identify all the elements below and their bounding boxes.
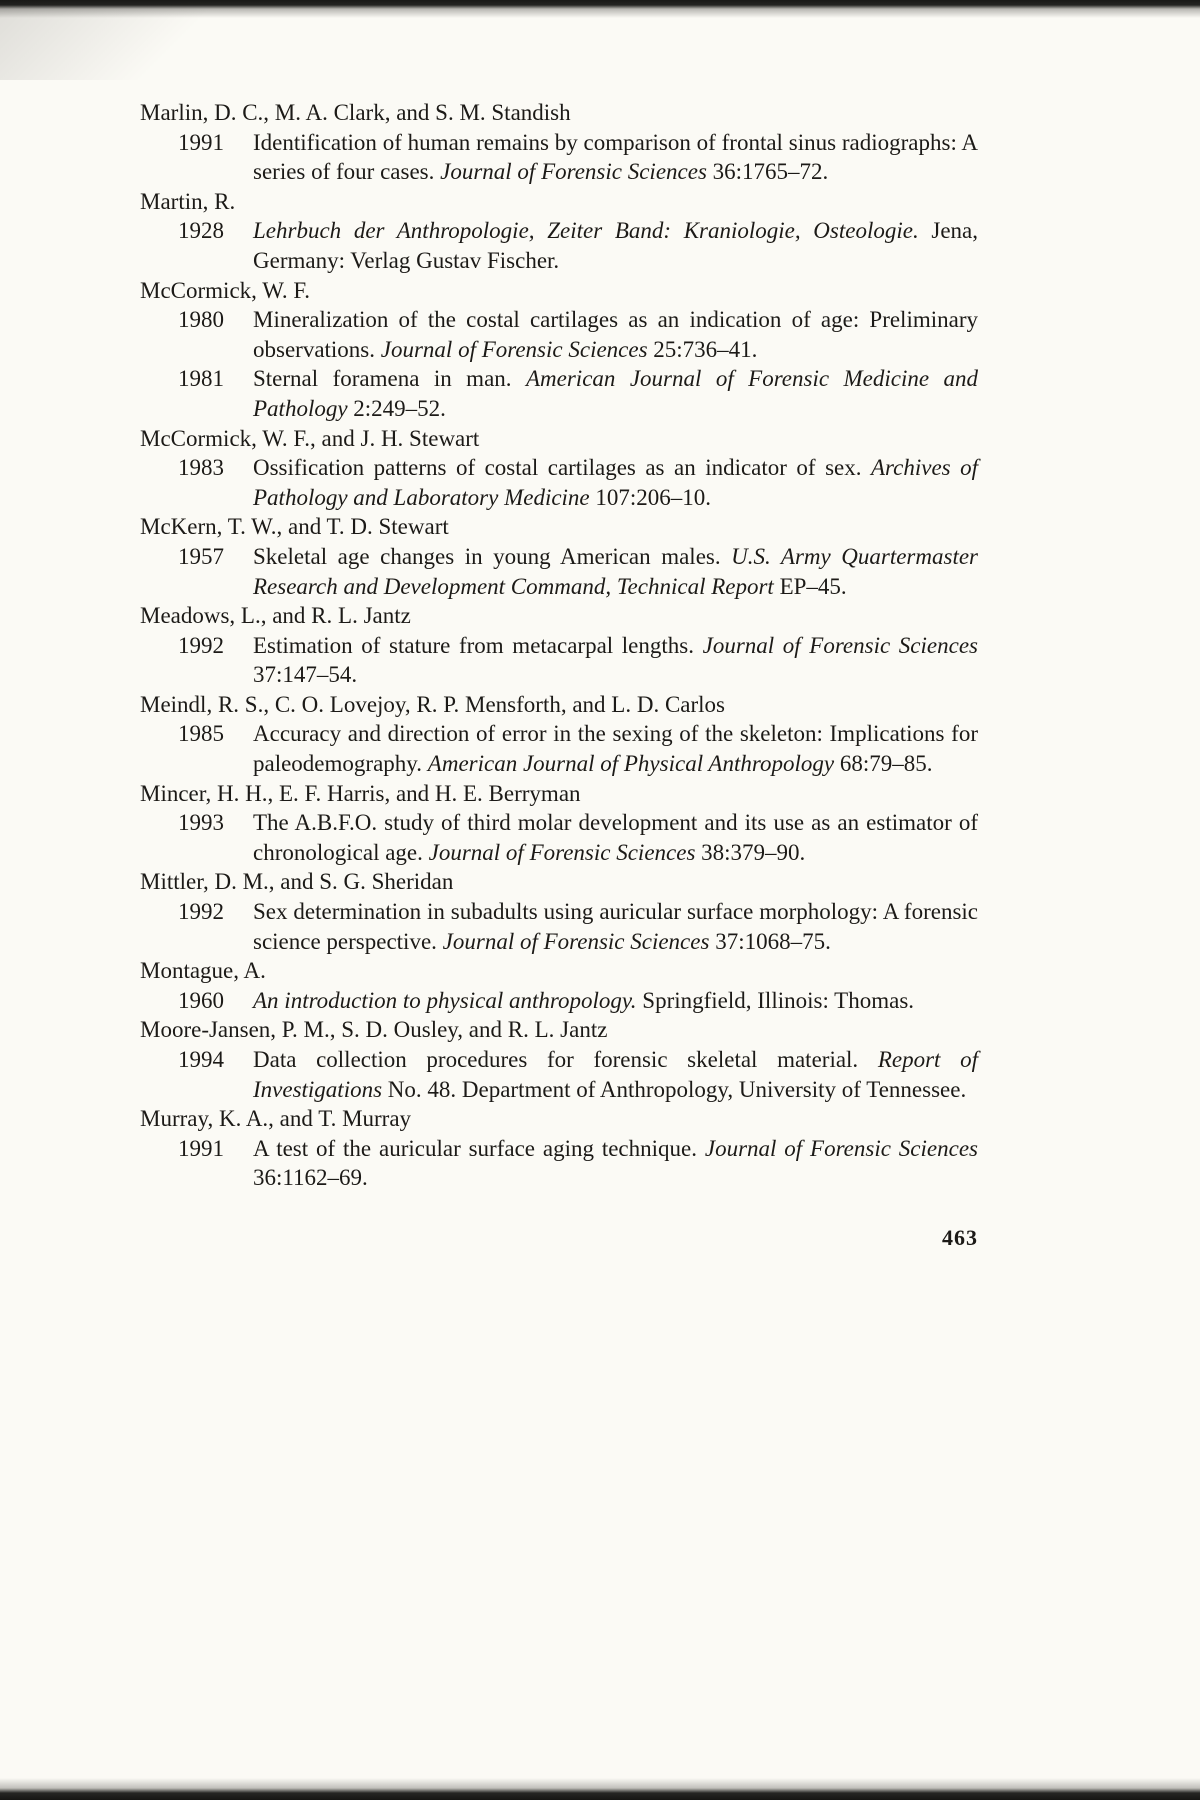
reference-year: 1960 bbox=[178, 987, 224, 1013]
reference-year: 1981 bbox=[178, 366, 224, 392]
scan-edge-top bbox=[0, 0, 1200, 18]
reference-text: Data collection procedures for forensic skeletal material. Report of Investigations No. 48. Department of Anthropology, University of Tennessee. bbox=[253, 1047, 978, 1102]
reference-entry bbox=[140, 601, 978, 690]
scan-shading-top-left bbox=[0, 0, 260, 80]
reference-year: 1983 bbox=[178, 455, 224, 481]
reference-item bbox=[140, 128, 978, 187]
reference-author: McCormick, W. F. bbox=[140, 277, 311, 303]
reference-item bbox=[140, 1134, 978, 1193]
reference-item bbox=[140, 364, 978, 423]
page-number: 463 bbox=[942, 1224, 978, 1250]
reference-item bbox=[140, 216, 978, 275]
reference-author: McKern, T. W., and T. D. Stewart bbox=[140, 514, 449, 540]
reference-author: Marlin, D. C., M. A. Clark, and S. M. Standish bbox=[140, 100, 571, 125]
reference-author: Meadows, L., and R. L. Jantz bbox=[140, 603, 411, 629]
reference-entry bbox=[140, 1104, 978, 1193]
reference-item bbox=[140, 305, 978, 364]
reference-author: Mittler, D. M., and S. G. Sheridan bbox=[140, 869, 454, 895]
reference-item bbox=[140, 453, 978, 512]
references-list bbox=[140, 98, 978, 1193]
reference-author: McCormick, W. F., and J. H. Stewart bbox=[140, 425, 480, 451]
reference-entry bbox=[140, 956, 978, 1015]
reference-year: 1991 bbox=[178, 1135, 224, 1161]
reference-year: 1992 bbox=[178, 632, 224, 658]
reference-year: 1957 bbox=[178, 543, 224, 569]
reference-entry bbox=[140, 690, 978, 779]
reference-entry bbox=[140, 1015, 978, 1104]
reference-entry bbox=[140, 187, 978, 276]
reference-entry bbox=[140, 867, 978, 956]
reference-text: Mineralization of the costal cartilages as an indication of age: Preliminary observations. Journal of Forensic Sciences 25:736–41. bbox=[253, 307, 978, 362]
reference-year: 1992 bbox=[178, 899, 224, 925]
reference-text: Estimation of stature from metacarpal lengths. Journal of Forensic Sciences 37:147–54. bbox=[253, 632, 978, 688]
reference-item bbox=[140, 542, 978, 601]
reference-entry bbox=[140, 276, 978, 424]
reference-text: Sternal foramena in man. American Journal of Forensic Medicine and Pathology 2:249–52. bbox=[253, 366, 978, 421]
reference-year: 1994 bbox=[178, 1047, 224, 1072]
reference-author: Meindl, R. S., C. O. Lovejoy, R. P. Mensforth, and L. D. Carlos bbox=[140, 691, 725, 717]
reference-author: Murray, K. A., and T. Murray bbox=[140, 1106, 412, 1132]
reference-year: 1980 bbox=[178, 307, 224, 333]
bibliography-page bbox=[140, 98, 978, 1253]
reference-year: 1985 bbox=[178, 721, 224, 747]
reference-item bbox=[140, 631, 978, 690]
reference-item bbox=[140, 1045, 978, 1104]
reference-text: Ossification patterns of costal cartilages as an indicator of sex. Archives of Pathology and Laboratory Medicine 107:206–10. bbox=[253, 455, 978, 510]
reference-text: The A.B.F.O. study of third molar development and its use as an estimator of chronological age. Journal of Forensic Sciences 38:379–90. bbox=[253, 810, 978, 865]
reference-text: Sex determination in subadults using auricular surface morphology: A forensic science perspective. Journal of Forensic Sciences 37:1068–75. bbox=[253, 899, 978, 954]
reference-text: An introduction to physical anthropology. Springfield, Illinois: Thomas. bbox=[253, 987, 915, 1013]
reference-year: 1991 bbox=[178, 129, 224, 155]
reference-author: Martin, R. bbox=[140, 188, 236, 214]
reference-item bbox=[140, 986, 978, 1016]
reference-entry bbox=[140, 779, 978, 868]
reference-text: Lehrbuch der Anthropologie, Zeiter Band: Kraniologie, Osteologie. Jena, Germany: Verlag Gustav Fischer. bbox=[253, 218, 978, 273]
scan-edge-bottom bbox=[0, 1778, 1200, 1800]
reference-year: 1928 bbox=[178, 218, 224, 244]
reference-text: Accuracy and direction of error in the sexing of the skeleton: Implications for paleodemography. American Journal of Physical Anthropology 68:79–85. bbox=[253, 721, 978, 777]
reference-entry bbox=[140, 512, 978, 601]
reference-text: A test of the auricular surface aging technique. Journal of Forensic Sciences 36:1162–69. bbox=[253, 1135, 978, 1191]
reference-item bbox=[140, 719, 978, 778]
reference-author: Mincer, H. H., E. F. Harris, and H. E. Berryman bbox=[140, 780, 581, 806]
reference-entry bbox=[140, 424, 978, 513]
reference-entry bbox=[140, 98, 978, 187]
reference-text: Identification of human remains by comparison of frontal sinus radiographs: A series of four cases. Journal of Forensic Sciences 36:1765–72. bbox=[253, 129, 978, 185]
reference-author: Moore-Jansen, P. M., S. D. Ousley, and R. L. Jantz bbox=[140, 1017, 608, 1043]
reference-text: Skeletal age changes in young American males. U.S. Army Quartermaster Research and Development Command, Technical Report EP–45. bbox=[253, 543, 978, 599]
reference-item bbox=[140, 897, 978, 956]
reference-year: 1993 bbox=[178, 810, 224, 836]
reference-author: Montague, A. bbox=[140, 958, 266, 984]
reference-item bbox=[140, 808, 978, 867]
